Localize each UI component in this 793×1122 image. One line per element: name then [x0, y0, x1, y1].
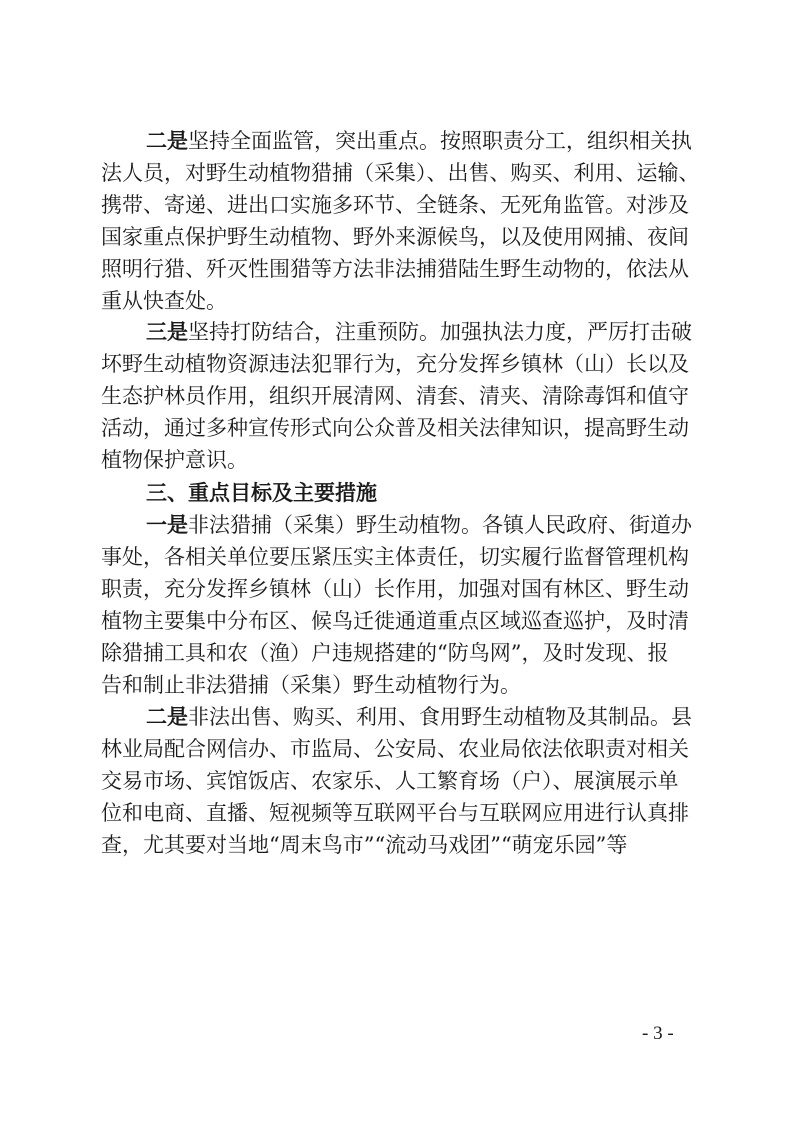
paragraph-lead: 一是	[146, 513, 188, 537]
paragraph-line: 重从快查处。	[101, 289, 227, 313]
paragraph-line	[146, 129, 693, 153]
paragraph-line: 法人员，对野生动植物猎捕（采集）、出售、购买、利用、运输、	[101, 161, 700, 185]
paragraph-line: 国家重点保护野生动植物、野外来源候鸟，以及使用网捕、夜间	[101, 225, 689, 249]
paragraph-lead: 二是	[146, 129, 188, 153]
paragraph-line: 植物主要集中分布区、候鸟迁徙通道重点区域巡查巡护，及时清	[101, 609, 689, 633]
paragraph-line	[146, 513, 693, 537]
paragraph-text: 坚持全面监管，突出重点。按照职责分工，组织相关执	[188, 129, 692, 153]
paragraph-line: 植物保护意识。	[101, 448, 248, 472]
paragraph-line: 除猎捕工具和农（渔）户违规搭建的“防鸟网”，及时发现、报	[101, 641, 669, 665]
paragraph-line: 告和制止非法猎捕（采集）野生动植物行为。	[101, 673, 521, 697]
paragraph-line	[146, 320, 693, 344]
paragraph-line	[146, 705, 693, 729]
paragraph-line: 坏野生动植物资源违法犯罪行为，充分发挥乡镇林（山）长以及	[101, 352, 689, 376]
paragraph-line: 生态护林员作用，组织开展清网、清套、清夹、清除毒饵和值守	[101, 384, 689, 408]
page-number: - 3 -	[642, 1023, 674, 1044]
paragraph-line: 交易市场、宾馆饭店、农家乐、人工繁育场（户）、展演展示单	[101, 769, 679, 793]
paragraph-lead: 三是	[146, 320, 188, 344]
paragraph-text: 非法出售、购买、利用、食用野生动植物及其制品。县	[188, 705, 692, 729]
paragraph-text: 非法猎捕（采集）野生动植物。各镇人民政府、街道办	[188, 513, 692, 537]
paragraph-line: 携带、寄递、进出口实施多环节、全链条、无死角监管。对涉及	[101, 193, 689, 217]
paragraph-lead: 二是	[146, 705, 188, 729]
paragraph-line: 位和电商、直播、短视频等互联网平台与互联网应用进行认真排	[101, 801, 689, 825]
paragraph-line: 查，尤其要对当地“周末鸟市”“流动马戏团”“萌宠乐园”等	[101, 833, 628, 857]
paragraph-line: 职责，充分发挥乡镇林（山）长作用，加强对国有林区、野生动	[101, 577, 689, 601]
paragraph-line: 事处，各相关单位要压紧压实主体责任，切实履行监督管理机构	[101, 545, 689, 569]
paragraph-text: 坚持打防结合，注重预防。加强执法力度，严厉打击破	[188, 320, 692, 344]
paragraph-line: 照明行猎、歼灭性围猎等方法非法捕猎陆生野生动物的，依法从	[101, 257, 689, 281]
paragraph-line: 活动，通过多种宣传形式向公众普及相关法律知识，提高野生动	[101, 416, 689, 440]
paragraph-line: 林业局配合网信办、市监局、公安局、农业局依法依职责对相关	[101, 737, 689, 761]
section-heading: 三、重点目标及主要措施	[146, 481, 377, 505]
